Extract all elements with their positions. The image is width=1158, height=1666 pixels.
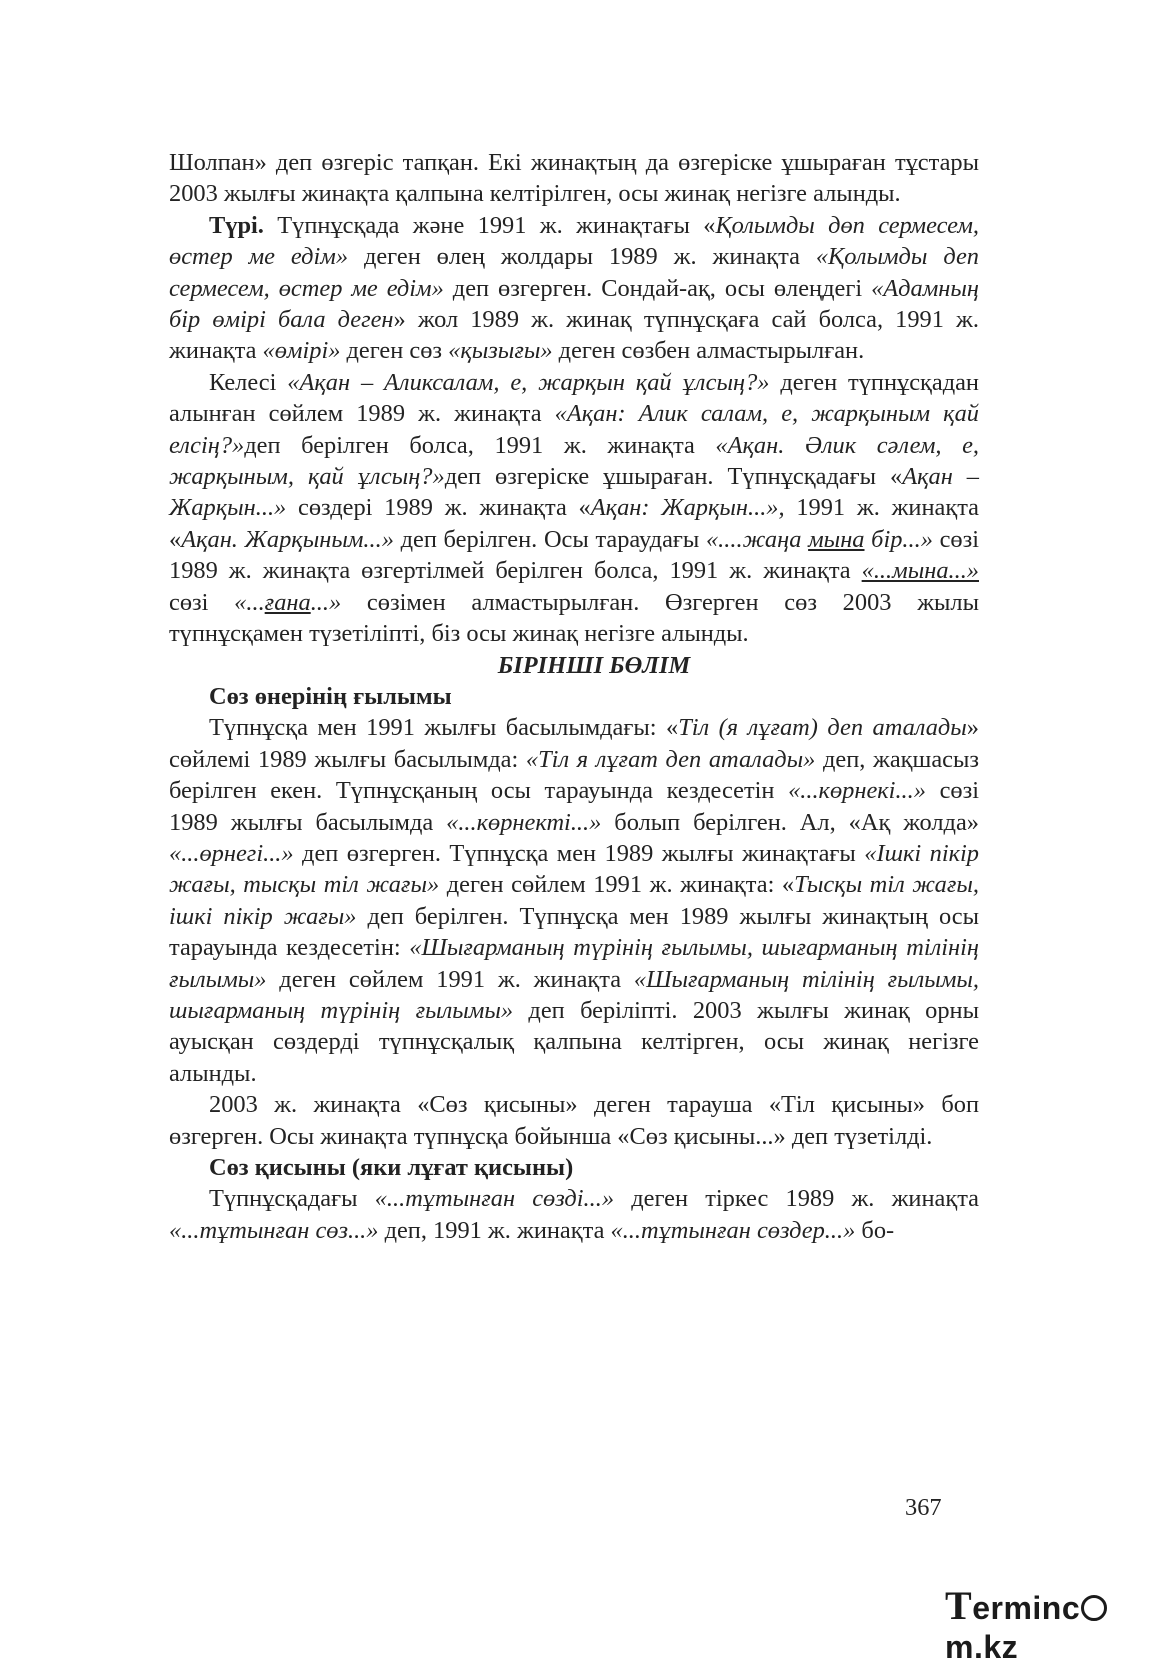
styled-text-run: «Тіл я лұғат деп аталады» [525,745,816,773]
text-run: » сөйлемі 1989 жылғы басылымда: [169,714,979,773]
styled-text-run: «Шығарманың тілінің ғылымы, шығарманың түрінің ғылымы» [169,965,979,1024]
paragraph [169,1183,979,1246]
text-run: 2003 ж. жинақта «Сөз қисыны» деген тарауша «Тіл қисыны» боп өзгерген. Осы жинақта түпнұсқа бойынша «Сөз қисыны...» деп түзетілді. [169,1091,979,1150]
styled-text-run: Тіл (я лұғат) деп аталады [678,714,967,742]
text-run: Келесі [209,368,288,396]
text-run: сөздері 1989 ж. жинақта « [286,494,591,522]
styled-text-run: «...тұтынған сөз...» [169,1216,379,1244]
circle-o-icon [1081,1595,1107,1621]
subheading-soz-qisyny: Сөз қисыны (яки лұғат қисыны) [209,1154,574,1181]
styled-text-run: «Ақан. Әлик сәлем, е, жарқыным, қай ұлсың?» [169,431,980,491]
paragraph [169,367,979,650]
text-run: деп, жақшасыз берілген екен. Түпнұсқаның осы тарауында кездесетін [169,745,979,805]
text-run: деген сөзбен алмастырылған. [552,337,865,365]
styled-text-run: «Адамның бір өмірі бала деген [169,274,979,334]
styled-text-run: Тысқы тіл жағы, ішкі пікір жағы» [169,871,979,930]
styled-text-run: «...тұтынған сөзді...» [374,1185,615,1213]
styled-text-run: Ақан – Жарқын...» [169,463,979,522]
termincom-watermark-logo [945,1582,1158,1666]
text-run: деп берілген. Түпнұсқа мен 1989 жылғы жинақтың осы тарауында кездесетін: [169,902,980,962]
text-run: деп берілген. Осы тараудағы [393,525,706,553]
styled-text-run: «Қолымды деп сермесем, өстер ме едім» [169,243,980,302]
styled-text-run: «...мына...» [861,557,979,585]
styled-text-run: Ақан. Жарқыным...» [181,525,394,553]
styled-text-run: «Ішкі пікір жағы, тысқы тіл жағы» [169,839,979,899]
styled-text-run: «өмірі» [262,337,341,365]
watermark-middle: erminc [972,1590,1081,1626]
paragraph [169,210,979,367]
text-run: бо- [855,1216,895,1244]
text-run: Түпнұсқада және 1991 ж. жинақтағы « [263,211,716,239]
styled-text-run: мына [808,525,865,553]
styled-text-run: Түрі. [209,211,264,239]
text-run: деген сөйлем 1991 ж. жинақта [266,965,634,993]
text-run: деп өзгерген. Түпнұсқа мен 1989 жылғы жинақтағы [293,839,865,867]
styled-text-run: бір...» [864,525,933,553]
watermark-last: m.kz [945,1629,1019,1665]
watermark-first-letter: T [945,1583,973,1628]
styled-text-run: «...тұтынған сөздер...» [610,1216,856,1244]
text-run: сөзі 1989 жылғы басылымда [169,777,980,836]
styled-text-run: «...өрнегі...» [169,839,294,867]
paragraph [169,147,979,210]
text-run: деп беріліпті. 2003 жылғы жинақ орны ауысқан сөздерді түпнұсқалық қалпына келтірген, осы жинақ негізге алынды. [169,996,979,1087]
text-run: Түпнұсқадағы [209,1185,375,1213]
styled-text-run: «...көрнекті...» [446,808,602,836]
text-run: деген сөйлем 1991 ж. жинақта: « [439,871,795,899]
styled-text-run: «...көрнекі...» [788,777,926,805]
styled-text-run: «Ақан – Аликсалам, е, жарқын қай ұлсың?» [287,368,770,396]
section-title: БІРІНШІ БӨЛІМ [497,651,691,679]
styled-text-run: «....жаңа [705,525,809,553]
styled-text-run: ...» [310,588,342,616]
text-run: деген тіркес 1989 ж. жинақта [614,1185,979,1213]
paragraph [169,1089,979,1152]
text-run: сөзі [169,588,235,616]
styled-text-run: «Шығарманың түрінің ғылымы, шығарманың тілінің ғылымы» [169,934,979,993]
document-page [169,147,979,1246]
text-run: деген сөз [340,337,449,365]
text-run: 1991 ж. жинақта « [169,494,979,553]
styled-text-run: «... [234,588,265,616]
text-run: болып берілген. Ал, «Ақ жолда» [601,808,979,836]
styled-text-run: «қызығы» [448,337,553,365]
text-run: сөзімен алмастырылған. Өзгерген сөз 2003 жылы түпнұсқамен түзетіліпті, біз осы жинақ негізге алынды. [169,588,979,648]
styled-text-run: ғана [264,588,311,616]
text-run: Түпнұсқа мен 1991 жылғы басылымдағы: « [209,714,679,742]
text-run: Шолпан» деп өзгеріс тапқан. Екі жинақтың да өзгеріске ұшыраған тұстары 2003 жылғы жинақта қалпына келтірілген, осы жинақ негізге алынды. [169,149,979,208]
subheading-soz-onerinin-gylymy: Сөз өнерінің ғылымы [209,682,452,710]
text-run: деген өлең жолдары 1989 ж. жинақта [348,243,816,271]
text-run: деп, 1991 ж. жинақта [378,1216,611,1244]
styled-text-run: «Ақан: Алик салам, е, жарқыным қай елсің?» [169,400,979,459]
text-run: деген түпнұсқадан алынған сөйлем 1989 ж. жинақта [169,368,979,428]
paragraph [169,712,979,1089]
paragraph-group-2 [169,712,979,1152]
text-run: » жол 1989 ж. жинақ түпнұсқаға сай болса, 1991 ж. жинақта [169,306,979,365]
paragraph-group-1 [169,147,979,650]
text-run: деп өзгерген. Сондай-ақ, осы өлеңдегі [443,274,872,302]
paragraph-group-3 [169,1183,979,1246]
styled-text-run: Ақан: Жарқын...», [590,494,785,522]
text-run: деп берілген болса, 1991 ж. жинақта [244,431,716,459]
text-run: деп өзгеріске ұшыраған. Түпнұсқадағы « [444,463,903,491]
text-run: сөзі 1989 ж. жинақта өзгертілмей берілген болса, 1991 ж. жинақта [169,525,980,585]
styled-text-run: Қолымды дөп сермесем, өстер ме едім» [169,211,979,271]
page-number: 367 [905,1494,942,1521]
